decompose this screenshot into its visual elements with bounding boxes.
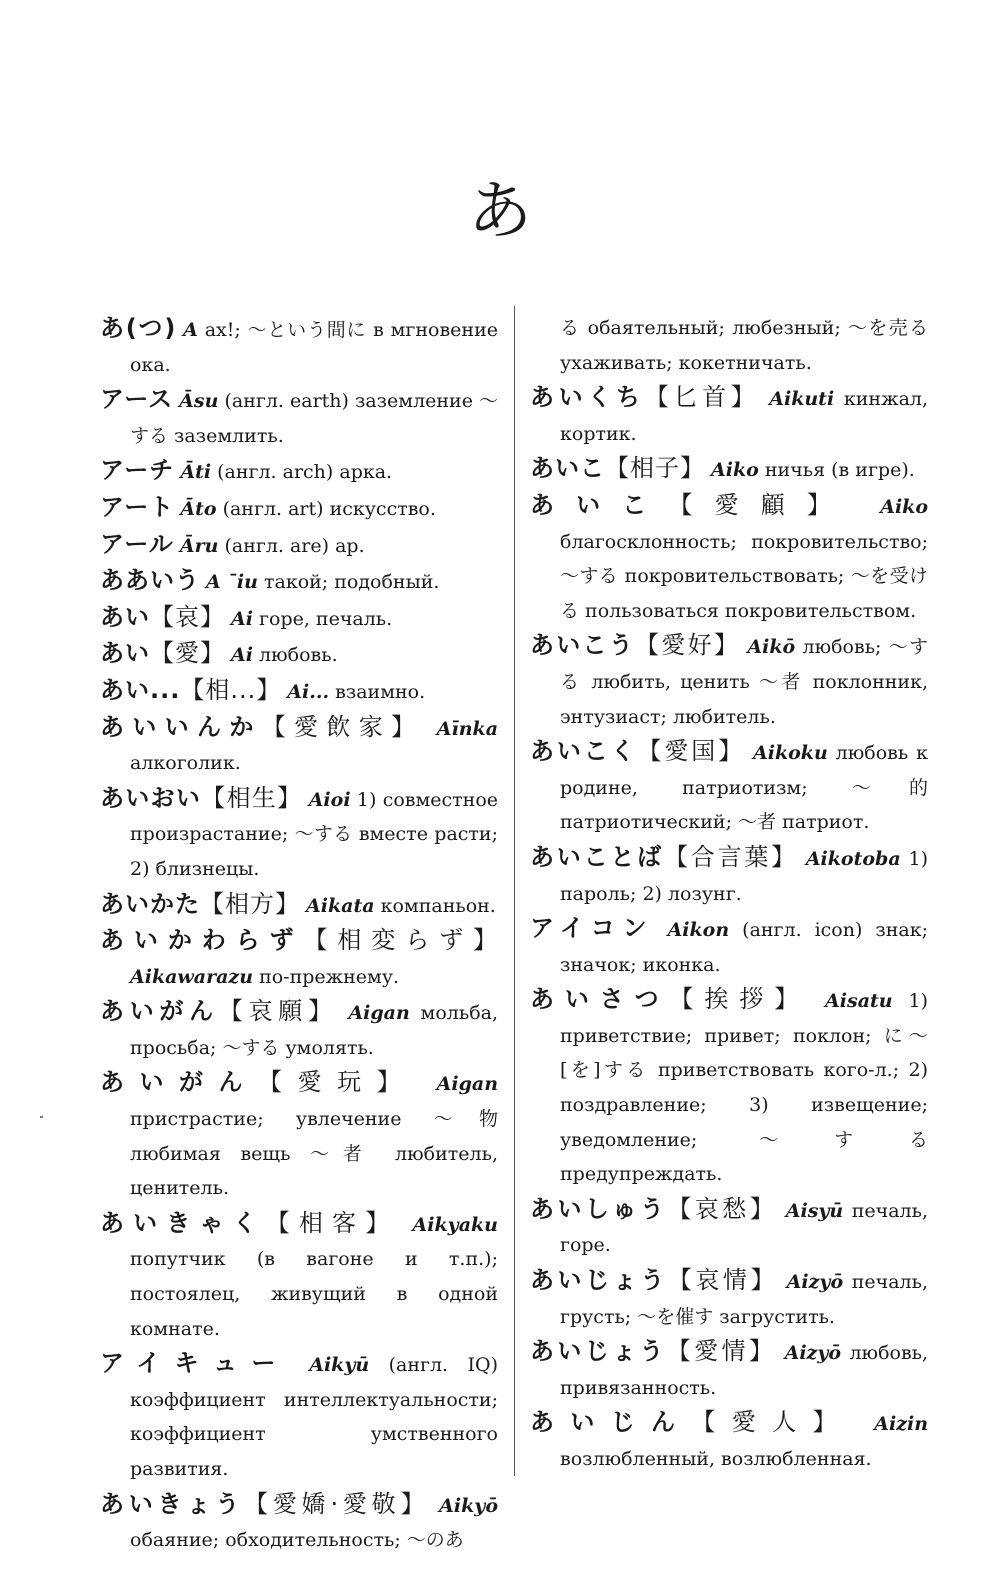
dictionary-entry <box>530 734 928 840</box>
column-divider <box>514 306 515 1476</box>
romanization: Aikyū <box>309 1354 370 1377</box>
dictionary-entry <box>100 994 498 1065</box>
headword: あいこ <box>530 454 605 483</box>
romanization: Āsu <box>179 390 219 413</box>
dictionary-entry <box>530 380 928 451</box>
dictionary-entry <box>530 840 928 911</box>
definition: 1) совместное произрастание; ～する вместе расти; 2) близнецы. <box>130 788 499 880</box>
dictionary-entry <box>530 1405 928 1476</box>
definition: любовь; ～する любить, ценить ～者 поклонник, энтузиаст; любитель. <box>560 636 928 728</box>
dictionary-entry <box>530 1334 928 1405</box>
dictionary-entry <box>100 527 498 564</box>
headword: あい <box>100 602 150 631</box>
headword: あいこう <box>530 631 636 660</box>
headword-kanji: 【相客】 <box>265 1208 399 1237</box>
definition: (англ. art) искусство. <box>216 497 436 520</box>
headword-kanji: 【相子】 <box>605 454 705 483</box>
dictionary-entry <box>100 1206 498 1346</box>
romanization: Aikawarazu <box>130 965 254 988</box>
dictionary-entry <box>100 923 498 994</box>
headword: あいくち <box>530 383 645 412</box>
right-column <box>530 311 928 1477</box>
romanization: Āru <box>179 534 219 557</box>
headword: アイコン <box>530 914 655 943</box>
headword-kanji: 【愛嬌·愛敬】 <box>244 1489 430 1518</box>
headword-kanji: 【愛国】 <box>637 737 746 766</box>
headword: あい... <box>100 675 181 704</box>
headword-kanji: 【相生】 <box>201 783 303 812</box>
definition: (англ. icon) знак; значок; иконка. <box>560 919 928 976</box>
romanization: Ai... <box>287 680 330 703</box>
headword: あいおい <box>100 783 202 812</box>
headword-kanji: 【哀願】 <box>218 997 338 1026</box>
dictionary-entry <box>530 982 928 1192</box>
definition: (англ. IQ) коэффициент интеллектуальности; коэффициент умственного развития. <box>130 1354 498 1480</box>
definition: такой; подобный. <box>257 571 440 594</box>
headword: あいじょう <box>530 1337 667 1366</box>
headword: あいがん <box>100 1068 259 1097</box>
definition: возлюбленный, возлюбленная. <box>560 1448 872 1470</box>
dictionary-entry <box>100 382 498 453</box>
headword: あいじん <box>530 1408 692 1437</box>
romanization: A ¯iu <box>206 571 258 594</box>
romanization: A <box>183 319 198 341</box>
definition: по-прежнему. <box>253 965 400 988</box>
headword: あいかた <box>100 889 200 918</box>
definition: (англ. earth) заземление ～する заземлить. <box>130 390 498 447</box>
dictionary-entry <box>530 1263 928 1334</box>
romanization: Ai <box>231 607 254 630</box>
romanization: Aisyū <box>785 1199 844 1222</box>
dictionary-entry <box>530 488 928 628</box>
romanization: Aigan <box>348 1002 410 1025</box>
headword: あい <box>100 639 150 668</box>
definition: кинжал, кортик. <box>560 388 929 445</box>
romanization: Aioi <box>308 788 351 811</box>
dictionary-entry <box>530 1192 928 1263</box>
romanization: Aikon <box>667 919 730 942</box>
dictionary-entry <box>100 887 498 924</box>
headword: あいいんか <box>100 712 262 741</box>
definition: 1) приветствие; привет; поклон; に～[を]する приветствовать кого-л.; 2) поздравление; 3) извещение; уведомление; ～する предупреждать. <box>560 990 929 1186</box>
definition: компаньон. <box>374 894 496 917</box>
romanization: Aikotoba <box>805 847 901 870</box>
dictionary-entry <box>100 600 498 637</box>
headword-kanji: 【愛飲家】 <box>261 712 424 741</box>
headword-kanji: 【哀情】 <box>667 1266 779 1295</box>
headword: あいかわらず <box>100 926 304 955</box>
romanization: Aizin <box>874 1413 929 1436</box>
headword-kanji: 【合言葉】 <box>663 842 798 871</box>
dictionary-entry <box>100 781 498 887</box>
left-column <box>100 311 498 1558</box>
dictionary-entry <box>530 451 928 488</box>
headword-kanji: 【愛情】 <box>666 1337 777 1366</box>
dictionary-entry <box>100 710 498 781</box>
headword: あいこく <box>530 737 638 766</box>
definition: печаль, грусть; ～を催す загрустить. <box>560 1271 928 1328</box>
definition: мольба, просьба; ～する умолять. <box>130 1002 498 1059</box>
headword-kanji: 【愛顧】 <box>668 490 854 519</box>
definition: 1) пароль; 2) лозунг. <box>560 847 928 905</box>
headword: アール <box>100 529 174 558</box>
headword: アート <box>100 492 175 521</box>
dictionary-entry <box>100 453 498 490</box>
headword: あいさつ <box>530 985 670 1014</box>
headword-kanji: 【愛人】 <box>691 1408 853 1437</box>
dictionary-entry <box>100 1346 498 1486</box>
romanization: Aikō <box>747 636 796 659</box>
definition: (англ. arch) арка. <box>211 461 393 484</box>
section-heading: あ <box>468 175 532 249</box>
headword-kanji: 【愛好】 <box>635 631 741 660</box>
romanization: Aikyō <box>439 1494 498 1517</box>
headword: あいきょう <box>100 1489 245 1518</box>
definition: обаяние; обходительность; ～のあ <box>130 1529 464 1552</box>
headword-kanji: 【挨拶】 <box>669 985 810 1014</box>
definition: любовь. <box>253 644 338 667</box>
definition: любовь к родине, патриотизм; ～的 патриотический; ～者 патриот. <box>560 742 929 834</box>
romanization: Aigan <box>436 1073 499 1096</box>
romanization: Aīnka <box>436 717 499 740</box>
definition: горе, печаль. <box>253 607 393 630</box>
headword-kanji: 【匕首】 <box>644 383 760 412</box>
headword-kanji: 【愛】 <box>150 639 225 668</box>
headword: あいがん <box>100 997 219 1026</box>
headword: あいじょう <box>530 1266 668 1295</box>
romanization: Aisatu <box>825 990 893 1013</box>
dictionary-entry <box>100 1487 498 1558</box>
definition: る обаятельный; любезный; ～を売る ухаживать; кокетничать. <box>560 317 928 374</box>
definition: алкоголик. <box>130 752 241 775</box>
headword: あいしゅう <box>530 1194 668 1223</box>
headword-kanji: 【哀愁】 <box>667 1194 778 1223</box>
headword-kanji: 【愛玩】 <box>258 1068 417 1097</box>
dictionary-entry <box>100 673 498 710</box>
headword-kanji: 【相...】 <box>180 675 282 704</box>
romanization: Aikoku <box>752 742 828 765</box>
romanization: Āti <box>180 461 212 484</box>
dictionary-entry <box>100 636 498 673</box>
headword-kanji: 【相方】 <box>200 889 300 918</box>
definition: взаимно. <box>329 680 426 703</box>
romanization: Ai <box>231 644 254 667</box>
headword-kanji: 【哀】 <box>150 602 225 631</box>
headword: あいことば <box>530 842 664 871</box>
romanization: Aikyaku <box>412 1213 499 1236</box>
headword: アーチ <box>100 456 175 485</box>
headword-kanji: 【相変らず】 <box>303 926 499 955</box>
dictionary-entry <box>530 311 928 380</box>
romanization: Aiko <box>711 459 759 482</box>
romanization: Aikata <box>306 894 375 917</box>
headword: アイキュー <box>100 1349 290 1378</box>
dictionary-entry <box>100 563 498 600</box>
definition: (англ. are) ар. <box>218 534 365 557</box>
definition: попутчик (в вагоне и т.п.); постоялец, живущий в одной комнате. <box>130 1248 498 1340</box>
definition: печаль, горе. <box>560 1199 929 1257</box>
dictionary-entry <box>100 1065 498 1205</box>
definition: ах!; ～という間に в мгновение ока. <box>130 319 498 376</box>
dictionary-entry <box>100 490 498 527</box>
romanization: Aiko <box>880 495 928 518</box>
romanization: Aizyō <box>786 1271 844 1294</box>
romanization: Aikuti <box>769 388 835 411</box>
headword: あ(つ) <box>100 314 177 342</box>
dictionary-entry <box>530 628 928 734</box>
dictionary-entry <box>100 311 498 382</box>
romanization: Aizyō <box>784 1342 842 1365</box>
definition: ничья (в игре). <box>758 459 915 482</box>
headword: アース <box>100 385 174 414</box>
definition: пристрастие; увлечение ～物 любимая вещь ～者 любитель, ценитель. <box>130 1108 498 1200</box>
stray-mark <box>40 1116 43 1118</box>
dictionary-entry <box>530 911 928 982</box>
definition: любовь, привязанность. <box>560 1342 929 1399</box>
headword: ああいう <box>100 566 200 595</box>
romanization: Āto <box>180 497 217 520</box>
headword: あいこ <box>530 490 669 519</box>
definition: благосклонность; покровительство; ～する покровительствовать; ～を受ける пользоваться покровительством. <box>560 530 928 622</box>
headword: あいきゃく <box>100 1208 266 1237</box>
